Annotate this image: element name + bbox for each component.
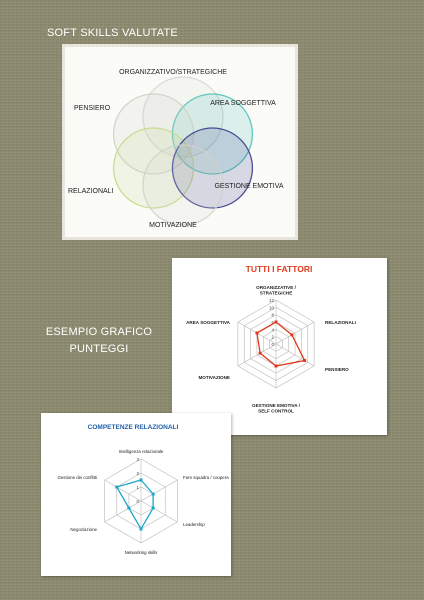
radar-point <box>152 493 155 496</box>
radar-point <box>255 332 258 335</box>
venn-label: PENSIERO <box>74 105 111 112</box>
radar-point <box>290 333 293 336</box>
venn-diagram-panel <box>62 44 298 240</box>
radar-tick-label: 2 <box>136 471 139 476</box>
slide-title-example-chart <box>44 324 154 358</box>
radar-category-label: Gestione dei conflitti <box>57 475 97 480</box>
radar-category-label: Leadership <box>183 522 205 527</box>
radar-tick-label: 10 <box>268 305 274 311</box>
radar-tick-label: 2 <box>271 334 274 340</box>
radar-point <box>115 486 118 489</box>
radar-category-label: AREA SOGGETTIVA <box>186 320 230 325</box>
slide-title-soft-skills: SOFT SKILLS VALUTATE <box>47 27 178 39</box>
radar-category-label: Fare squadra / coopera <box>183 475 229 480</box>
radar-chart-all-factors <box>172 258 387 435</box>
radar-category-label-line: GESTIONE EMOTIVA / <box>252 403 300 408</box>
radar-point <box>140 479 143 482</box>
radar-category-label <box>256 285 296 296</box>
venn-diagram <box>65 47 295 237</box>
venn-label: AREA SOGGETTIVA <box>210 100 276 107</box>
radar-point <box>152 507 155 510</box>
radar-point <box>259 352 262 355</box>
radar-point <box>275 321 278 324</box>
radar-tick-label: 4 <box>271 327 274 333</box>
radar-tick-label: 0 <box>136 499 139 504</box>
radar-point <box>127 507 130 510</box>
radar-category-label: Networking skills <box>124 550 158 555</box>
radar-tick-label: 3 <box>136 457 139 462</box>
venn-label: MOTIVAZIONE <box>149 222 197 229</box>
radar-tick-label: 6 <box>271 320 274 325</box>
chart-title: COMPETENZE RELAZIONALI <box>87 424 179 431</box>
radar-tick-label: 12 <box>268 298 274 303</box>
slide-title-line2: PUNTEGGI <box>69 343 129 355</box>
radar-category-label: RELAZIONALI <box>325 320 356 325</box>
radar-spoke <box>141 480 177 501</box>
radar-category-label <box>252 403 301 414</box>
radar-category-label-line: SELF CONTROL <box>258 408 294 414</box>
chart-card-all-factors <box>172 258 387 435</box>
venn-circle-5 <box>143 145 223 225</box>
radar-tick-label: 1 <box>136 485 139 490</box>
radar-tick-label: 0 <box>271 342 274 347</box>
radar-point <box>140 528 143 531</box>
radar-category-label: Intelligenza relazionale <box>118 449 164 454</box>
radar-category-label: PENSIERO <box>325 367 349 372</box>
chart-card-relational-skills <box>41 413 231 576</box>
radar-point <box>303 359 306 362</box>
radar-category-label: MOTIVAZIONE <box>198 375 230 380</box>
venn-label: RELAZIONALI <box>68 188 114 195</box>
chart-title: TUTTI I FATTORI <box>245 264 313 274</box>
radar-chart-relational-skills <box>41 413 231 576</box>
radar-category-label: Negoziazione <box>70 527 97 532</box>
radar-category-label-line: STRATEGICHE <box>259 290 293 296</box>
venn-label: GESTIONE EMOTIVA <box>214 183 284 190</box>
radar-category-label-line: ORGANIZZATIVE / <box>256 285 296 290</box>
venn-label: ORGANIZZATIVO/STRATEGICHE <box>119 69 227 76</box>
slide-title-line1: ESEMPIO GRAFICO <box>45 326 153 338</box>
radar-tick-label: 8 <box>271 312 274 318</box>
radar-point <box>275 365 278 368</box>
